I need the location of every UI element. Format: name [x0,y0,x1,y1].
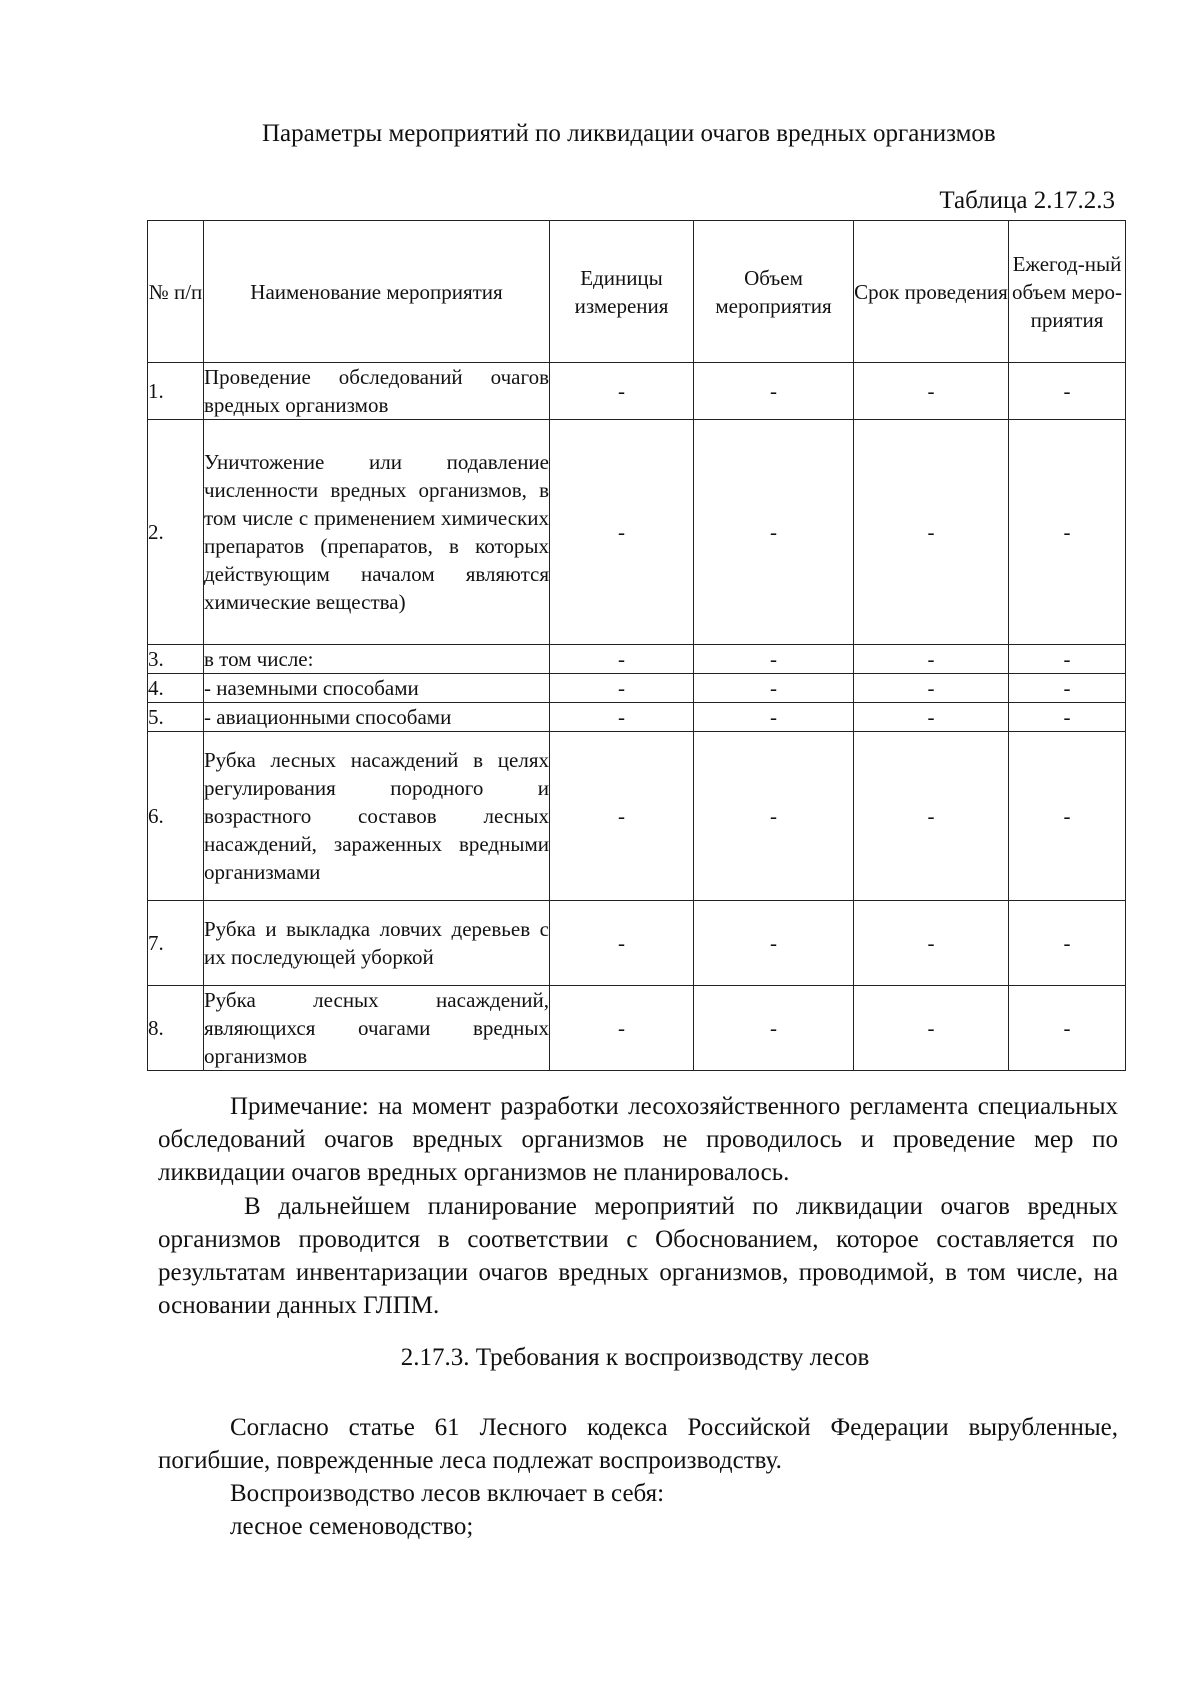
table-title: Параметры мероприятий по ликвидации очагов вредных организмов [262,120,996,147]
row-term: - [854,986,1009,1071]
header-units: Единицы измерения [550,221,694,363]
row-name: Рубка и выкладка ловчих деревьев с их последующей уборкой [204,901,550,986]
table-row [148,703,1126,732]
row-term: - [854,732,1009,901]
table-header-row [148,221,1126,363]
row-volume: - [694,986,854,1071]
header-annual: Ежегод-ный объем меро-приятия [1009,221,1126,363]
row-term: - [854,420,1009,645]
section-heading: 2.17.3. Требования к воспроизводству лесов [400,1344,870,1371]
row-name: Рубка лесных насаждений, являющихся очагами вредных организмов [204,986,550,1071]
row-volume: - [694,674,854,703]
row-annual: - [1009,703,1126,732]
table-row [148,986,1126,1071]
row-units: - [550,420,694,645]
planning-paragraph: В дальнейшем планирование мероприятий по ликвидации очагов вредных организмов проводится в соответствии с Обоснованием, которое составляется по результатам инвентаризации очагов вредных организмов, проводимой, в том числе, на основании данных ГЛПМ. [158,1193,1118,1319]
table-row [148,732,1126,901]
row-volume: - [694,420,854,645]
row-volume: - [694,703,854,732]
row-name: - наземными способами [204,674,550,703]
row-term: - [854,674,1009,703]
header-name: Наименование мероприятия [204,221,550,363]
row-number: 3. [148,645,204,674]
row-term: - [854,363,1009,420]
row-number: 4. [148,674,204,703]
row-term: - [854,901,1009,986]
row-volume: - [694,732,854,901]
row-number: 6. [148,732,204,901]
row-number: 5. [148,703,204,732]
row-annual: - [1009,986,1126,1071]
table-row [148,901,1126,986]
row-annual: - [1009,901,1126,986]
measures-table [147,220,1126,1071]
header-term: Срок проведения [854,221,1009,363]
row-term: - [854,703,1009,732]
row-units: - [550,901,694,986]
row-annual: - [1009,645,1126,674]
row-number: 2. [148,420,204,645]
row-volume: - [694,645,854,674]
row-number: 1. [148,363,204,420]
row-name: Рубка лесных насаждений в целях регулирования породного и возрастного составов лесных насаждений, зараженных вредными организмами [204,732,550,901]
table-number-label: Таблица 2.17.2.3 [939,187,1115,214]
row-name: - авиационными способами [204,703,550,732]
seed-production-line: лесное семеноводство; [230,1513,474,1540]
row-units: - [550,732,694,901]
row-annual: - [1009,363,1126,420]
row-annual: - [1009,420,1126,645]
row-units: - [550,703,694,732]
row-units: - [550,986,694,1071]
row-name: Проведение обследований очагов вредных организмов [204,363,550,420]
row-term: - [854,645,1009,674]
header-no: № п/п [148,221,204,363]
row-number: 7. [148,901,204,986]
reproduction-paragraph: Согласно статье 61 Лесного кодекса Российской Федерации вырубленные, погибшие, поврежденные леса подлежат воспроизводству. [158,1414,1118,1474]
table-row [148,645,1126,674]
row-name: Уничтожение или подавление численности вредных организмов, в том числе с применением химических препаратов (препаратов, в которых действующим началом являются химические вещества) [204,420,550,645]
row-name: в том числе: [204,645,550,674]
table-row [148,674,1126,703]
row-units: - [550,645,694,674]
row-units: - [550,363,694,420]
row-volume: - [694,901,854,986]
row-volume: - [694,363,854,420]
row-annual: - [1009,674,1126,703]
table-row [148,420,1126,645]
table-row [148,363,1126,420]
row-number: 8. [148,986,204,1071]
reproduction-includes-line: Воспроизводство лесов включает в себя: [230,1480,665,1507]
header-volume: Объем мероприятия [694,221,854,363]
row-units: - [550,674,694,703]
note-paragraph: Примечание: на момент разработки лесохозяйственного регламента специальных обследований очагов вредных организмов не проводилось и проведение мер по ликвидации очагов вредных организмов не планировалось. [158,1093,1118,1186]
row-annual: - [1009,732,1126,901]
